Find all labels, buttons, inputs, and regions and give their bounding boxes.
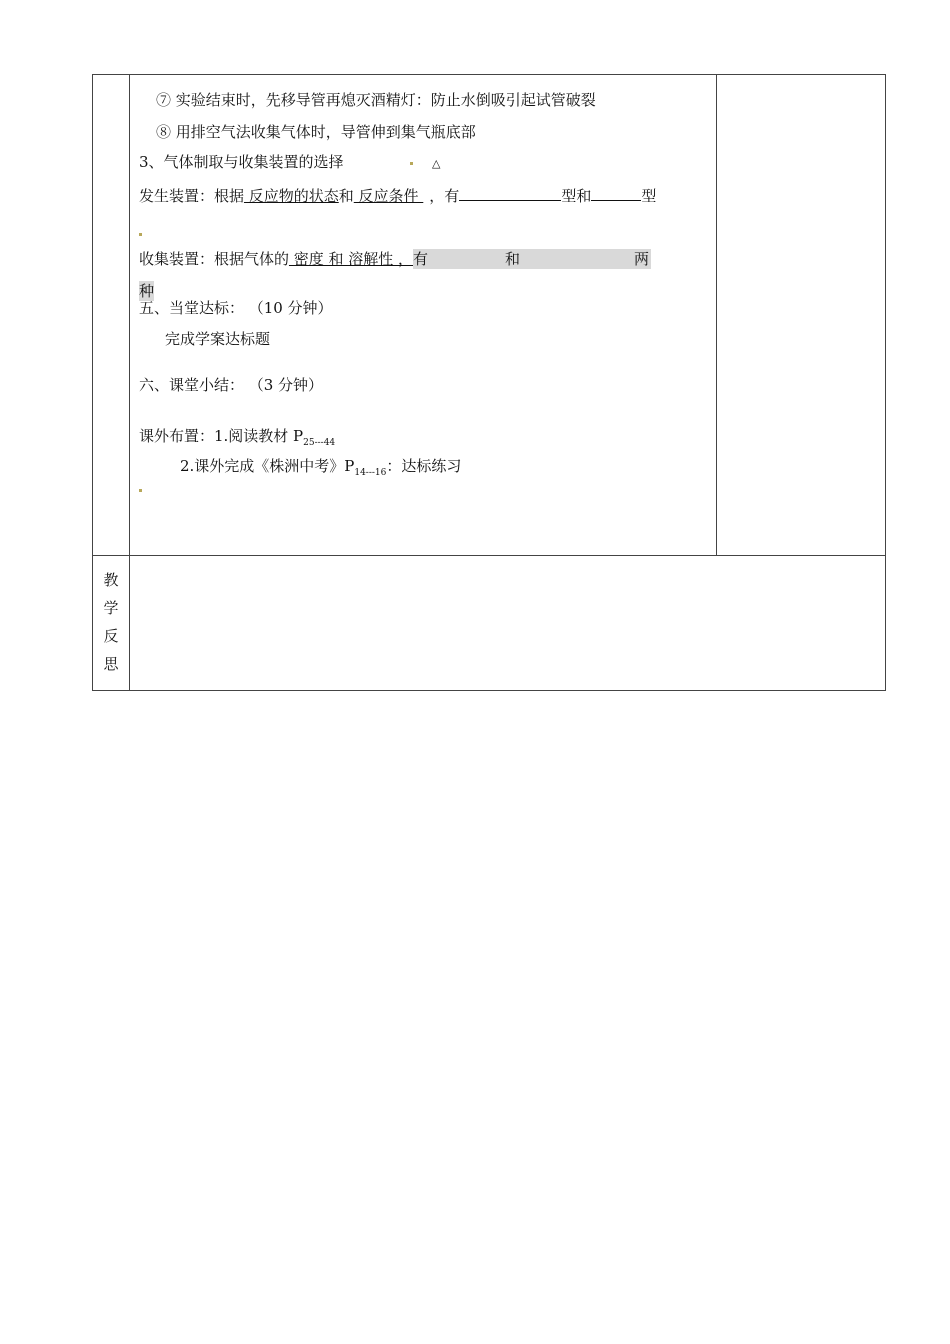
reaction-condition-answer: 反应条件	[353, 187, 424, 205]
section-5-body: 完成学案达标题	[164, 330, 270, 348]
section-3-heading	[139, 152, 441, 174]
main-content-cell	[129, 75, 716, 556]
reflection-char-3: 反	[103, 627, 119, 645]
lesson-plan-table	[92, 74, 886, 691]
two-text: 两	[634, 250, 650, 268]
density-solubility-answer: 密度 和 溶解性 ，	[288, 250, 414, 268]
reflection-char-2: 学	[103, 599, 119, 617]
collection-blank-shaded[interactable]	[413, 249, 651, 269]
blank-type-2[interactable]	[591, 186, 641, 201]
collection-label: 收集装置：根据气体的	[138, 250, 289, 268]
reflection-row	[93, 556, 886, 691]
triangle-icon: △	[432, 157, 441, 170]
marker-dot-3	[139, 489, 142, 492]
content-row	[93, 75, 886, 556]
type-and-text: 型和	[561, 187, 592, 205]
generator-label: 发生装置：根据	[138, 187, 244, 205]
blank-type-1[interactable]	[459, 186, 561, 201]
and-text: 和	[338, 187, 354, 205]
marker-dot-2	[139, 233, 142, 236]
left-label-cell	[93, 75, 130, 556]
marker-line-3	[139, 479, 142, 499]
marker-dot	[410, 162, 413, 165]
reflection-content-cell[interactable]	[129, 556, 885, 691]
section-3-text: 3、气体制取与收集装置的选择	[138, 153, 344, 171]
kinds-text: 种	[138, 282, 154, 300]
homework-2-pages: 14---16	[354, 468, 387, 478]
homework-line-1	[139, 426, 335, 453]
generator-device-line	[139, 186, 656, 206]
reflection-char-4: 思	[103, 655, 119, 673]
section-5-heading: 五、当堂达标： （10 分钟）	[138, 299, 333, 317]
homework-2-suffix: ：达标练习	[386, 457, 462, 475]
reflection-char-1: 教	[103, 571, 119, 589]
type-text: 型	[641, 187, 657, 205]
section-6-heading: 六、课堂小结： （3 分钟）	[138, 376, 324, 394]
marker-line	[139, 223, 142, 243]
reflection-label	[93, 556, 129, 678]
homework-line-2	[180, 456, 461, 483]
homework-2-text: 2.课外完成《株洲中考》P	[179, 457, 355, 475]
collection-device-line	[139, 249, 709, 269]
right-notes-cell	[717, 75, 886, 556]
have-text: ，有	[429, 187, 460, 205]
reflection-label-cell	[93, 556, 130, 691]
step-7-text: ⑦ 实验结束时，先移导管再熄灭酒精灯：防止水倒吸引起试管破裂	[155, 91, 596, 109]
reactant-state-answer: 反应物的状态	[243, 187, 339, 205]
step-8-text: ⑧ 用排空气法收集气体时，导管伸到集气瓶底部	[155, 123, 476, 141]
homework-1-pages: 25---44	[303, 438, 336, 448]
and-text-2: 和	[505, 250, 521, 268]
homework-1-text: 课外布置：1.阅读教材 P	[138, 427, 304, 445]
have-text-2: 有	[413, 250, 429, 268]
